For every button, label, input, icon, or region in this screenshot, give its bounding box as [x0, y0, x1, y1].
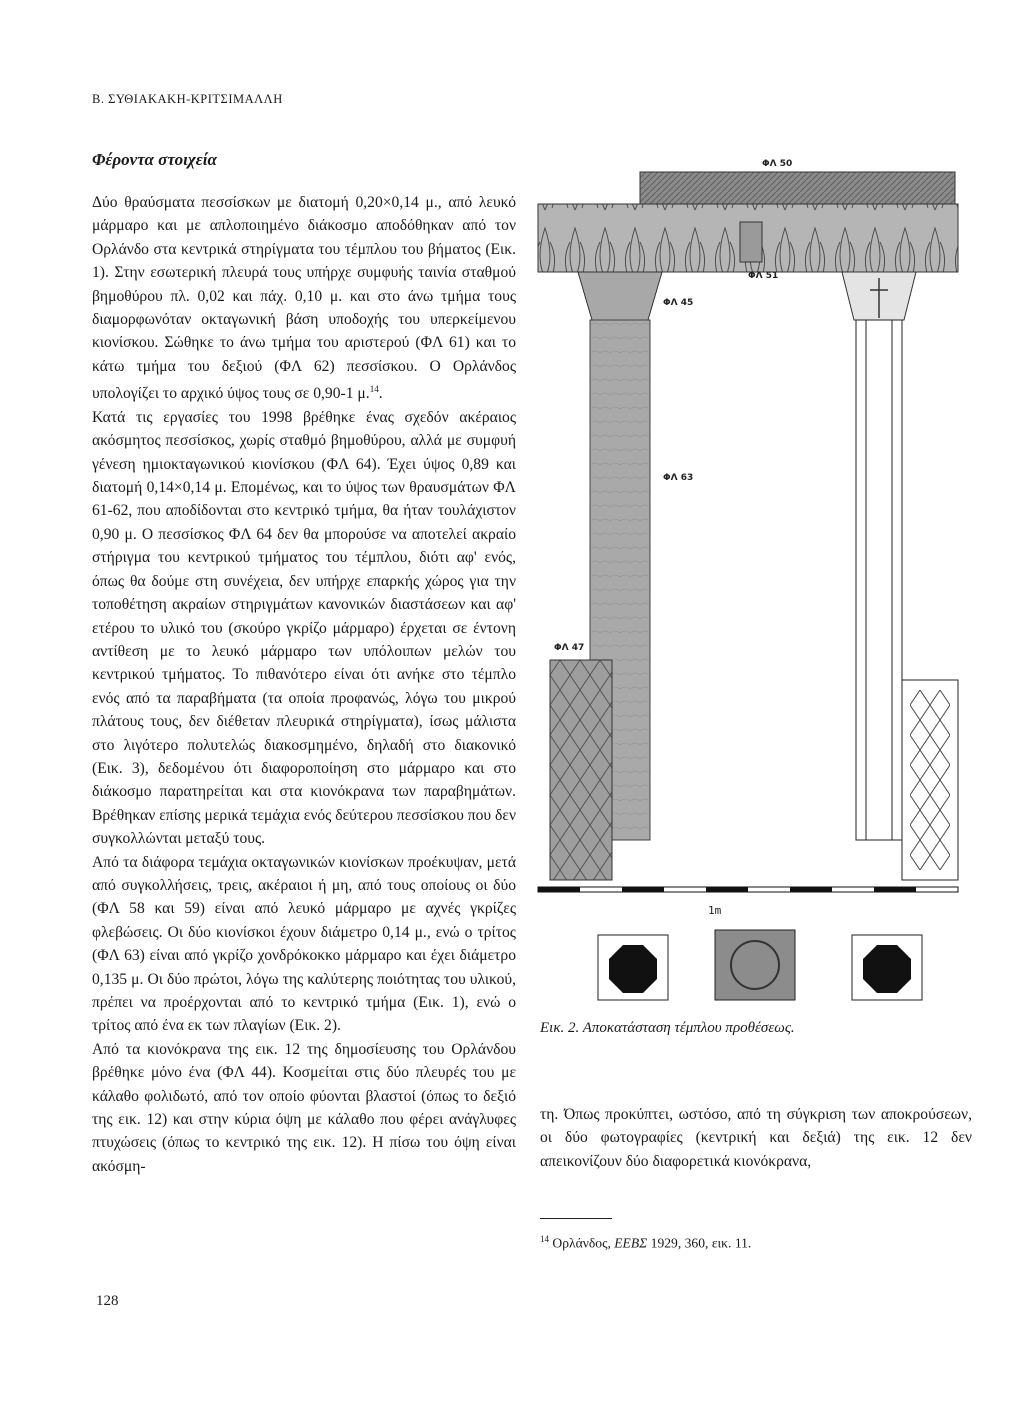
label-fl-47: ΦΛ 47: [554, 643, 585, 653]
footnote-rule: [540, 1218, 612, 1219]
label-fl-50: ΦΛ 50: [762, 159, 793, 169]
footnote: [540, 1234, 751, 1252]
epistyle-cross-panel: [740, 222, 762, 262]
left-column: [92, 191, 516, 1178]
footnote-number: 14: [540, 1234, 549, 1244]
footnote-source: ΕΕΒΣ: [614, 1235, 648, 1251]
page-number: 128: [96, 1293, 119, 1309]
capital-left: [578, 272, 662, 320]
figure-drawing: [530, 150, 980, 1020]
label-fl-45: ΦΛ 45: [663, 298, 694, 308]
scale-bar: [538, 887, 958, 892]
paragraph-2: Κατά τις εργασίες του 1998 βρέθηκε ένας σχεδόν ακέραιος ακόσμητος πεσσίσκος, χωρίς σταθμό βημοθύρου, αλλά με συμφυή γένεση ημιοκταγωνικού κιονίσκου (ΦΛ 64). Έχει ύψος 0,89 και διατομή 0,14×0,14 μ. Επομένως, και το ύψος των θραυσμάτων ΦΛ 61-62, που αποδίδονται στο κεντρικό τμήμα, θα ήταν τουλάχιστον 0,90 μ. Ο πεσσίσκος ΦΛ 64 δεν θα μπορούσε να αποτελεί ακραίο στήριγμα του κεντρικού τμήματος του τέμπλου, διότι αφ' ενός, όπως θα δούμε στη συνέχεια, δεν υπήρχε επαρκής χώρος για την τοποθέτηση ακραίων στηριγμάτων κανονικών διαστάσεων και αφ' ετέρου το υλικό του (σκούρο γκρίζο μάρμαρο) έρχεται σε έντονη αντίθεση με το λευκό μάρμαρο των υπόλοιπων μελών του κεντρικού τμήματος. Το πιθανότερο είναι ότι ανήκε στο τέμπλο ενός από τα παραβήματα (τα οποία προφανώς, λόγω του μικρού πλάτους τους, δεν διέθεταν πλευρικά στηρίγματα), ίσως μάλιστα στο λιγότερο πολυτελώς διακοσμημένο, δηλαδή στο διακονικό (Εικ. 3), δεδομένου ότι διαφοροποίηση στο μάρμαρο και στο διάκοσμο παρατηρείται και στα κιονόκρανα των παραβημάτων. Βρέθηκαν επίσης μερικά τεμάχια ενός δεύτερου πεσσίσκου που δεν συγκολλώνται μεταξύ τους.: [92, 408, 516, 848]
label-fl-63: ΦΛ 63: [663, 473, 694, 483]
right-column-text: τη. Όπως προκύπτει, ωστόσο, από τη σύγκριση των αποκρούσεων, οι δύο φωτογραφίες (κεντρική και δεξιά) της εικ. 12 δεν απεικονίζουν δύο διαφορετικά κιονόκρανα,: [540, 1106, 972, 1170]
footnote-rest: 1929, 360, εικ. 11.: [647, 1235, 752, 1251]
paragraph-4: Από τα κιονόκρανα της εικ. 12 της δημοσίευσης του Ορλάνδου βρέθηκε μόνο ένα (ΦΛ 44). Κοσμείται στις δύο πλευρές του με κάλαθο φολιδωτό, από τον οποίο φύονται βλαστοί (όπως το δεξιό της εικ. 12) και στην κύρια όψη με κάλαθο που φέρει ανάγλυφες πτυχώσεις (όπως το κεντρικό της εικ. 12). Η πίσω του όψη είναι ακόσμη-: [92, 1040, 516, 1175]
octagon-section-left: [609, 945, 657, 993]
paragraph-1: Δύο θραύσματα πεσσίσκων με διατομή 0,20×0,14 μ., από λευκό μάρμαρο και με απλοποιημένο διάκοσμο αποδόθηκαν από τον Ορλάνδο στα κεντρικά στηρίγματα του τέμπλου του βήματος (Εικ. 1). Στην εσωτερική πλευρά τους υπήρχε συμφυής ταινία σταθμού βημοθύρου πλ. 0,02 και πάχ. 0,10 μ. και στο άνω τμήμα τους διαμορφωνόταν οκταγωνική βάση υποδοχής του υπερκείμενου κιονίσκου. Σώθηκε το άνω τμήμα του αριστερού (ΦΛ 61) και το κάτω τμήμα του δεξιού (ΦΛ 62) πεσσίσκου. Ο Ορλάνδος υπολογίζει το αρχικό ύψος τους σε 0,90-1 μ.$^{14}$.: [92, 194, 516, 403]
octagon-section-right: [863, 945, 911, 993]
paragraph-3: Από τα διάφορα τεμάχια οκταγωνικών κιονίσκων προέκυψαν, μετά από συγκολλήσεις, τρεις, ακέραιοι ή μη, από τους οποίους οι δύο (ΦΛ 58 και 59) είναι από λευκό μάρμαρο με αχνές γκρίζες φλεβώσεις. Οι δύο κιονίσκοι έχουν διάμετρο 0,14 μ., ενώ ο τρίτος (ΦΛ 63) είναι από γκρίζο χονδρόκοκκο μάρμαρο και έχει διάμετρο 0,135 μ. Οι δύο πρώτοι, λόγω της καλύτερης ποιότητας του υλικού, πρέπει να προέρχονται από το κεντρικό τμήμα (Εικ. 1), ενώ ο τρίτος από ένα εκ των πλαγίων (Εικ. 2).: [92, 853, 516, 1035]
running-head: Β. ΣΥΘΙΑΚΑΚΗ-ΚΡΙΤΣΙΜΑΛΛΗ: [92, 92, 283, 106]
footnote-ref[interactable]: 14: [369, 384, 379, 395]
figure-caption: Εικ. 2. Αποκατάσταση τέμπλου προθέσεως.: [540, 1020, 795, 1036]
footnote-text: Ορλάνδος,: [552, 1235, 615, 1251]
column-shaft-right: [856, 320, 902, 840]
label-fl-51: ΦΛ 51: [748, 271, 779, 281]
figure-templon-reconstruction: [530, 150, 980, 1020]
right-column: [540, 1103, 972, 1173]
section-title: Φέροντα στοιχεία: [92, 150, 217, 169]
scale-label: 1m: [708, 904, 722, 917]
